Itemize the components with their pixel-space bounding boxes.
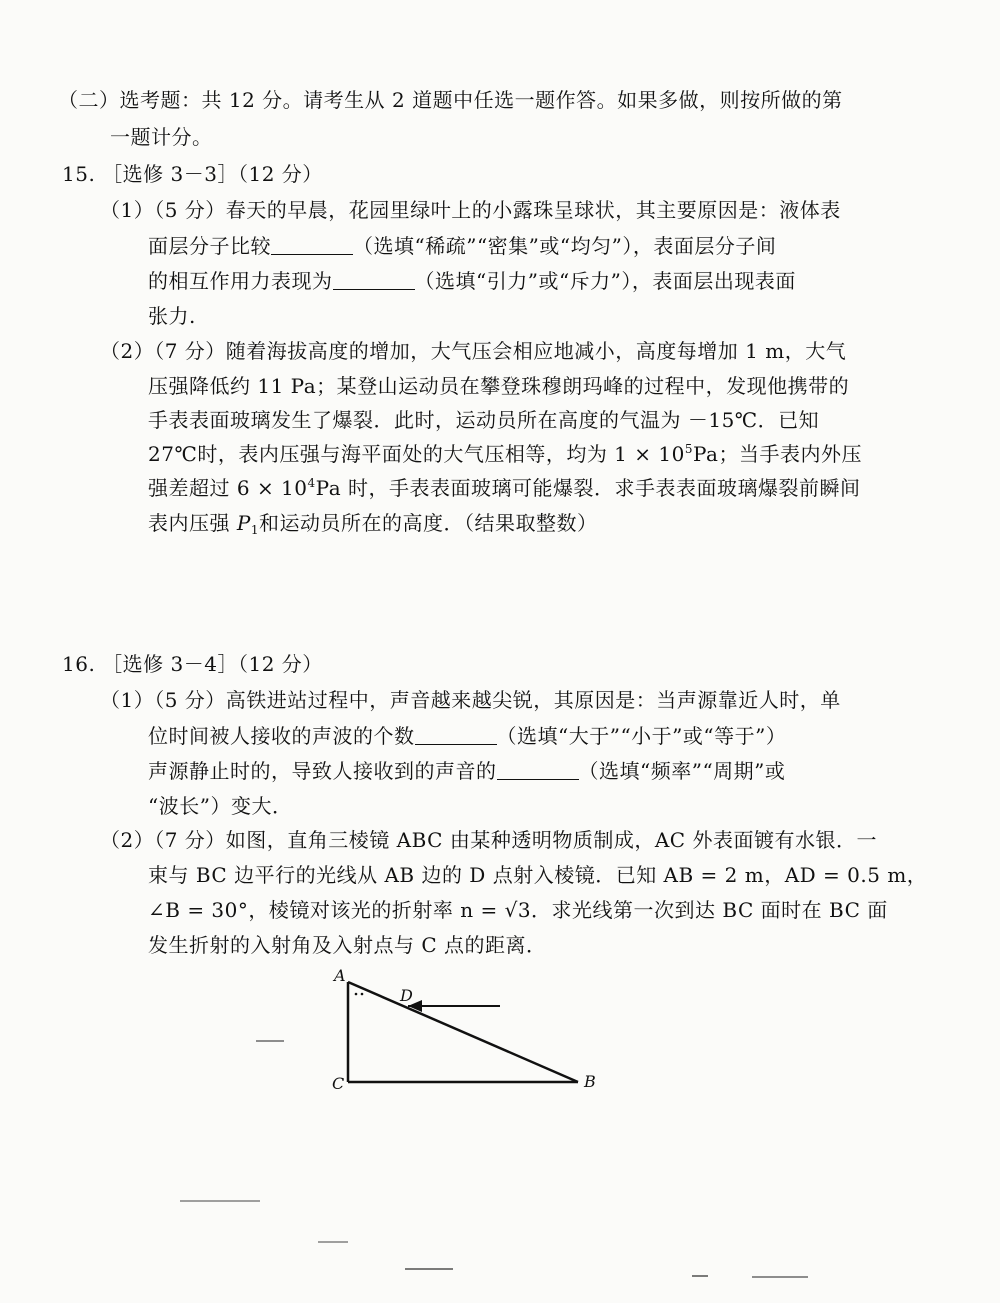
q15-part2-line6-text-b: 和运动员所在的高度．（结果取整数） — [258, 511, 598, 535]
q16-part2-line4: 发生折射的入射角及入射点与 C 点的距离． — [148, 933, 547, 957]
scan-mark — [180, 1200, 260, 1202]
q15-part1-line3 — [148, 267, 796, 295]
q15-part2-line1: （2）（7 分）随着海拔高度的增加，大气压会相应地减小，高度每增加 1 m，大气 — [100, 339, 847, 363]
q16-part1-line1: （1）（5 分）高铁进站过程中，声音越来越尖锐，其原因是：当声源靠近人时，单 — [100, 688, 841, 712]
q15-subscript-1: 1 — [250, 523, 259, 537]
q16-part1-line2 — [148, 722, 786, 750]
q15-part1-text-c: 的相互作用力表现为 — [148, 269, 333, 293]
prism-figure — [320, 960, 620, 1100]
scan-mark — [256, 1040, 284, 1042]
q15-exponent-5: 5 — [684, 442, 693, 456]
q15-exponent-4: 4 — [307, 476, 316, 490]
q15-part1-text-a: 面层分子比较 — [148, 234, 271, 258]
prism-diagram — [320, 960, 620, 1100]
vertex-label-b: B — [584, 1072, 596, 1091]
q15-part1-line4: 张力. — [148, 304, 196, 328]
vertex-label-a: A — [334, 966, 346, 985]
q15-part2-line2: 压强降低约 11 Pa；某登山运动员在攀登珠穆朗玛峰的过程中，发现他携带的 — [148, 374, 850, 398]
q15-blank-2[interactable] — [333, 271, 415, 290]
q15-blank-1[interactable] — [271, 236, 353, 255]
q16-blank-2[interactable] — [497, 761, 579, 780]
q15-part2-line4-text-a: 27℃时，表内压强与海平面处的大气压相等，均为 1 × 10 — [148, 442, 685, 466]
scan-mark — [752, 1276, 808, 1278]
scan-mark — [405, 1268, 453, 1270]
point-label-d: D — [400, 986, 413, 1005]
q16-part1-text-a: 位时间被人接收的声波的个数 — [148, 724, 415, 748]
q16-part1-line3 — [148, 757, 785, 785]
q16-part2-line2: 束与 BC 边平行的光线从 AB 边的 D 点射入棱镜．已知 AB = 2 m，AD = 0.5 m， — [148, 863, 928, 887]
q15-header: 15. ［选修 3－3］（12 分） — [62, 162, 323, 186]
section-instruction-line2: 一题计分。 — [110, 125, 213, 149]
q16-part2-line1: （2）（7 分）如图，直角三棱镜 ABC 由某种透明物质制成，AC 外表面镀有水银．一 — [100, 828, 877, 852]
q15-variable-p: P — [236, 511, 251, 535]
q15-part2-line6 — [148, 509, 597, 537]
section-instruction-line1: （二）选考题：共 12 分。请考生从 2 道题中任选一题作答。如果多做，则按所做的第 — [58, 88, 843, 112]
q16-part2-line3: ∠B = 30°，棱镜对该光的折射率 n = √3．求光线第一次到达 BC 面时在 BC 面 — [148, 898, 888, 922]
q15-part1-text-d: （选填“引力”或“斥力”），表面层出现表面 — [414, 269, 796, 293]
q16-part1-text-d: （选填“频率”“周期”或 — [578, 759, 786, 783]
q16-part1-line4: “波长”）变大． — [148, 794, 293, 818]
q16-header: 16. ［选修 3－4］（12 分） — [62, 652, 323, 676]
q15-part2-line4-text-b: Pa；当手表内外压 — [692, 442, 862, 466]
right-angle-dot — [361, 993, 364, 996]
right-angle-dot — [355, 993, 358, 996]
vertex-label-c: C — [332, 1074, 345, 1093]
prism-edge-ab — [348, 982, 578, 1082]
q16-part1-text-c: 声源静止时的，导致人接收到的声音的 — [148, 759, 497, 783]
q15-part2-line6-text-a: 表内压强 — [148, 511, 237, 535]
scan-mark — [318, 1241, 348, 1243]
q15-part2-line5-text-a: 强差超过 6 × 10 — [148, 476, 308, 500]
q15-part1-line2 — [148, 232, 776, 260]
q15-part1-line1: （1）（5 分）春天的早晨，花园里绿叶上的小露珠呈球状，其主要原因是：液体表 — [100, 198, 841, 222]
q16-part1-text-b: （选填“大于”“小于”或“等于”） — [496, 724, 787, 748]
q15-part2-line5 — [148, 474, 861, 502]
q16-blank-1[interactable] — [415, 726, 497, 745]
q15-part2-line3: 手表表面玻璃发生了爆裂．此时，运动员所在高度的气温为 －15℃．已知 — [148, 408, 820, 432]
scan-mark — [692, 1275, 708, 1277]
q15-part2-line5-text-b: Pa 时，手表表面玻璃可能爆裂．求手表表面玻璃爆裂前瞬间 — [315, 476, 861, 500]
q15-part1-text-b: （选填“稀疏”“密集”或“均匀”），表面层分子间 — [353, 234, 777, 258]
q15-part2-line4 — [148, 440, 862, 468]
